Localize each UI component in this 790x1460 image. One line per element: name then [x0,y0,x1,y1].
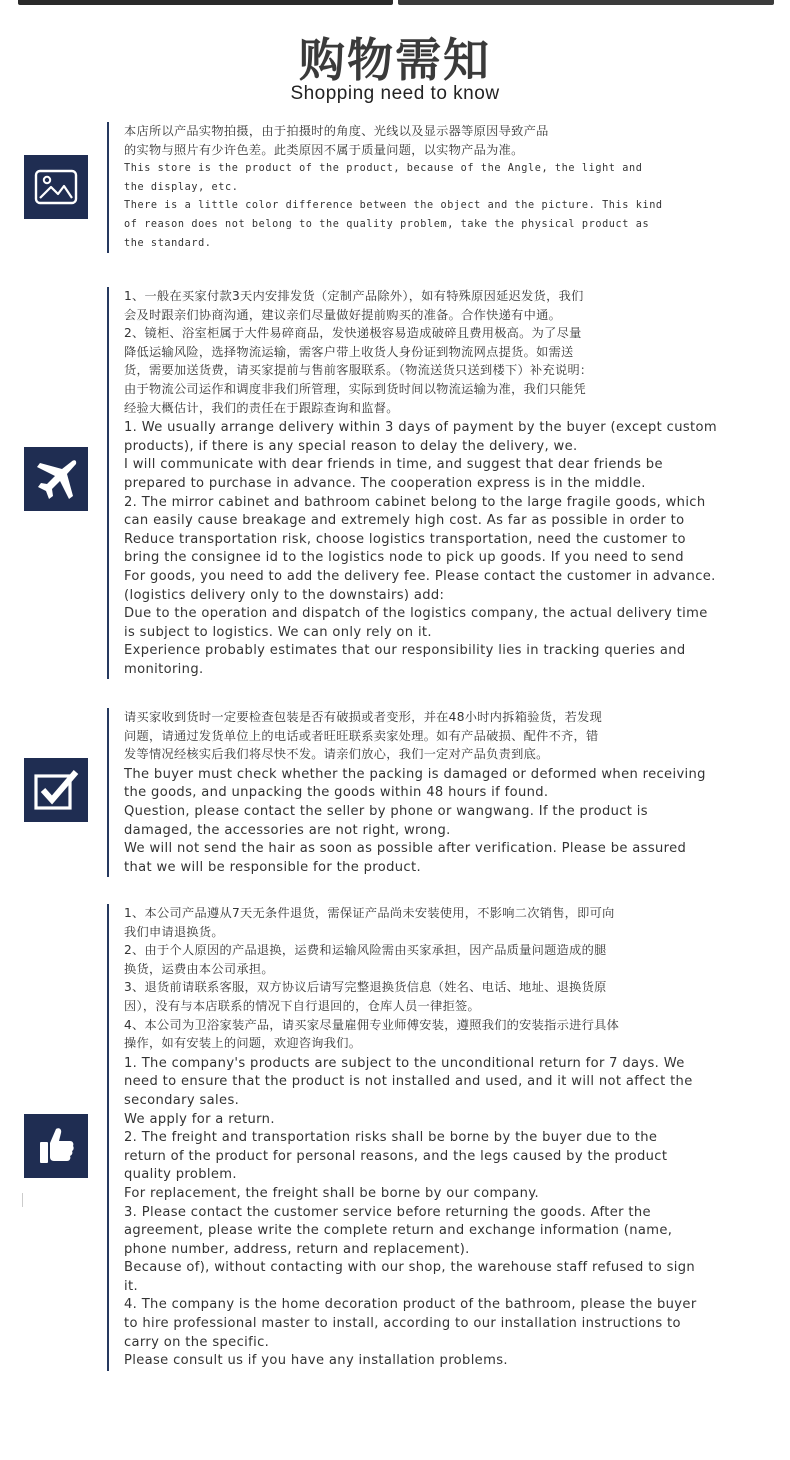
notice-line: The buyer must check whether the packing is damaged or deformed when receiving [124,766,706,782]
notice-line: Please consult us if you have any installation problems. [124,1353,508,1369]
notice-line: 1. We usually arrange delivery within 3 days of payment by the buyer (except custom [124,420,717,436]
notice-line: 我们申请退换货。 [124,924,224,939]
notice-line: 问题，请通过发货单位上的电话或者旺旺联系卖家处理。如有产品破损、配件不齐，错 [124,728,599,743]
notice-line: prepared to purchase in advance. The cooperation express is in the middle. [124,475,646,491]
notice-line: 4、本公司为卫浴家装产品，请买家尽量雇佣专业师傅安装，遵照我们的安装指示进行具体 [124,1017,620,1032]
notice-line: 4. The company is the home decoration product of the bathroom, please the buyer [124,1297,697,1313]
notice-line: 本店所以产品实物拍摄，由于拍摄时的角度、光线以及显示器等原因导致产品 [124,124,549,138]
notice-section-inspection [107,708,706,877]
notice-line: 3. Please contact the customer service before returning the goods. After the [124,1204,651,1220]
page-subtitle: Shopping need to know [290,83,500,104]
notice-line: can easily cause breakage and extremely high cost. As far as possible in order to [124,513,685,529]
notice-line: the standard. [124,237,212,249]
notice-line: There is a little color difference between the object and the picture. This kind [124,200,663,212]
notice-line: it. [124,1278,138,1294]
notice-line: 换货，运费由本公司承担。 [124,961,274,976]
notice-line: Because of), without contacting with our shop, the warehouse staff refused to sign [124,1260,696,1276]
notice-line: quality problem. [124,1167,237,1183]
notice-line: 1. The company's products are subject to the unconditional return for 7 days. We [124,1055,685,1071]
notice-line: that we will be responsible for the product. [124,859,421,875]
notice-line: products), if there is any special reason to delay the delivery, we. [124,438,578,454]
notice-line: 发等情况经核实后我们将尽快不发。请亲们放心，我们一定对产品负责到底。 [124,747,549,762]
top-banner-left [18,0,393,5]
notice-line: the goods, and unpacking the goods within 48 hours if found. [124,785,549,801]
notice-line: agreement, please write the complete return and exchange information (name, [124,1223,673,1239]
notice-line: damaged, the accessories are not right, wrong. [124,822,451,838]
notice-line: 由于物流公司运作和调度非我们所管理，实际到货时间以物流运输为准，我们只能凭 [124,381,587,396]
notice-line: monitoring. [124,661,204,677]
notice-line: We apply for a return. [124,1111,275,1127]
thumbs-up-icon [24,1114,88,1178]
notice-section-returns [107,904,697,1371]
notice-line: Reduce transportation risk, choose logistics transportation, need the customer to [124,531,686,547]
notice-line: 1、一般在买家付款3天内安排发货（定制产品除外），如有特殊原因延迟发货，我们 [124,289,584,303]
notice-line: is subject to logistics. We can only rely on it. [124,624,432,640]
notice-line: 的实物与照片有少许色差。此类原因不属于质量问题，以实物产品为准。 [124,142,524,157]
notice-line: (logistics delivery only to the downstairs) add: [124,587,445,603]
divider-tick [22,1193,23,1207]
notice-line: Experience probably estimates that our responsibility lies in tracking queries and [124,643,686,659]
notice-line: secondary sales. [124,1092,240,1108]
notice-line: 1、本公司产品遵从7天无条件退货，需保证产品尚未安装使用，不影响二次销售，即可向 [124,906,615,920]
notice-section-color [107,122,663,253]
notice-line: 货，需要加送货费，请买家提前与售前客服联系。（物流送货只送到楼下）补充说明： [124,363,593,378]
top-banner-right [398,0,774,5]
notice-section-delivery [107,287,717,679]
notice-line: 因），没有与本店联系的情况下自行退回的，仓库人员一律拒签。 [124,998,481,1013]
notice-line: Due to the operation and dispatch of the logistics company, the actual delivery time [124,606,708,622]
notice-line: For replacement, the freight shall be borne by our company. [124,1185,539,1201]
notice-line: 会及时跟亲们协商沟通，建议亲们尽量做好提前购买的准备。合作快递有中通。 [124,307,562,322]
notice-line: to hire professional master to install, according to our installation instructions to [124,1316,681,1332]
notice-line: need to ensure that the product is not installed and used, and it will not affect the [124,1074,693,1090]
notice-line: Question, please contact the seller by phone or wangwang. If the product is [124,803,648,819]
notice-line: I will communicate with dear friends in time, and suggest that dear friends be [124,457,663,473]
notice-line: 2、由于个人原因的产品退换，运费和运输风险需由买家承担，因产品质量问题造成的腿 [124,943,607,958]
notice-line: 操作，如有安装上的问题，欢迎咨询我们。 [124,1036,362,1051]
notice-line: 2. The mirror cabinet and bathroom cabinet belong to the large fragile goods, which [124,494,706,510]
notice-line: of reason does not belong to the quality problem, take the physical product as [124,218,650,230]
notice-line: return of the product for personal reasons, and the legs caused by the product [124,1148,668,1164]
airplane-icon [24,447,88,511]
checkbox-icon [24,758,88,822]
notice-line: 2、镜柜、浴室柜属于大件易碎商品，发快递极容易造成破碎且费用极高。为了尽量 [124,326,582,341]
notice-line: the display, etc. [124,181,239,193]
notice-line: 请买家收到货时一定要检查包装是否有破损或者变形，并在48小时内拆箱验货，若发现 [124,710,603,724]
notice-line: We will not send the hair as soon as possible after verification. Please be assured [124,841,687,857]
page-title: 购物需知 [299,33,491,87]
notice-line: 降低运输风险，选择物流运输，需客户带上收货人身份证到物流网点提货。如需送 [124,344,574,359]
notice-line: 2. The freight and transportation risks shall be borne by the buyer due to the [124,1130,658,1146]
notice-line: phone number, address, return and replacement). [124,1241,470,1257]
notice-line: bring the consignee id to the logistics node to pick up goods. If you need to send [124,550,684,566]
notice-line: For goods, you need to add the delivery fee. Please contact the customer in advance. [124,568,716,584]
notice-line: This store is the product of the product, because of the Angle, the light and [124,163,643,175]
photo-icon [24,155,88,219]
notice-line: 经验大概估计，我们的责任在于跟踪查询和监督。 [124,400,399,415]
notice-line: carry on the specific. [124,1334,270,1350]
notice-line: 3、退货前请联系客服，双方协议后请写完整退换货信息（姓名、电话、地址、退换货原 [124,980,607,995]
